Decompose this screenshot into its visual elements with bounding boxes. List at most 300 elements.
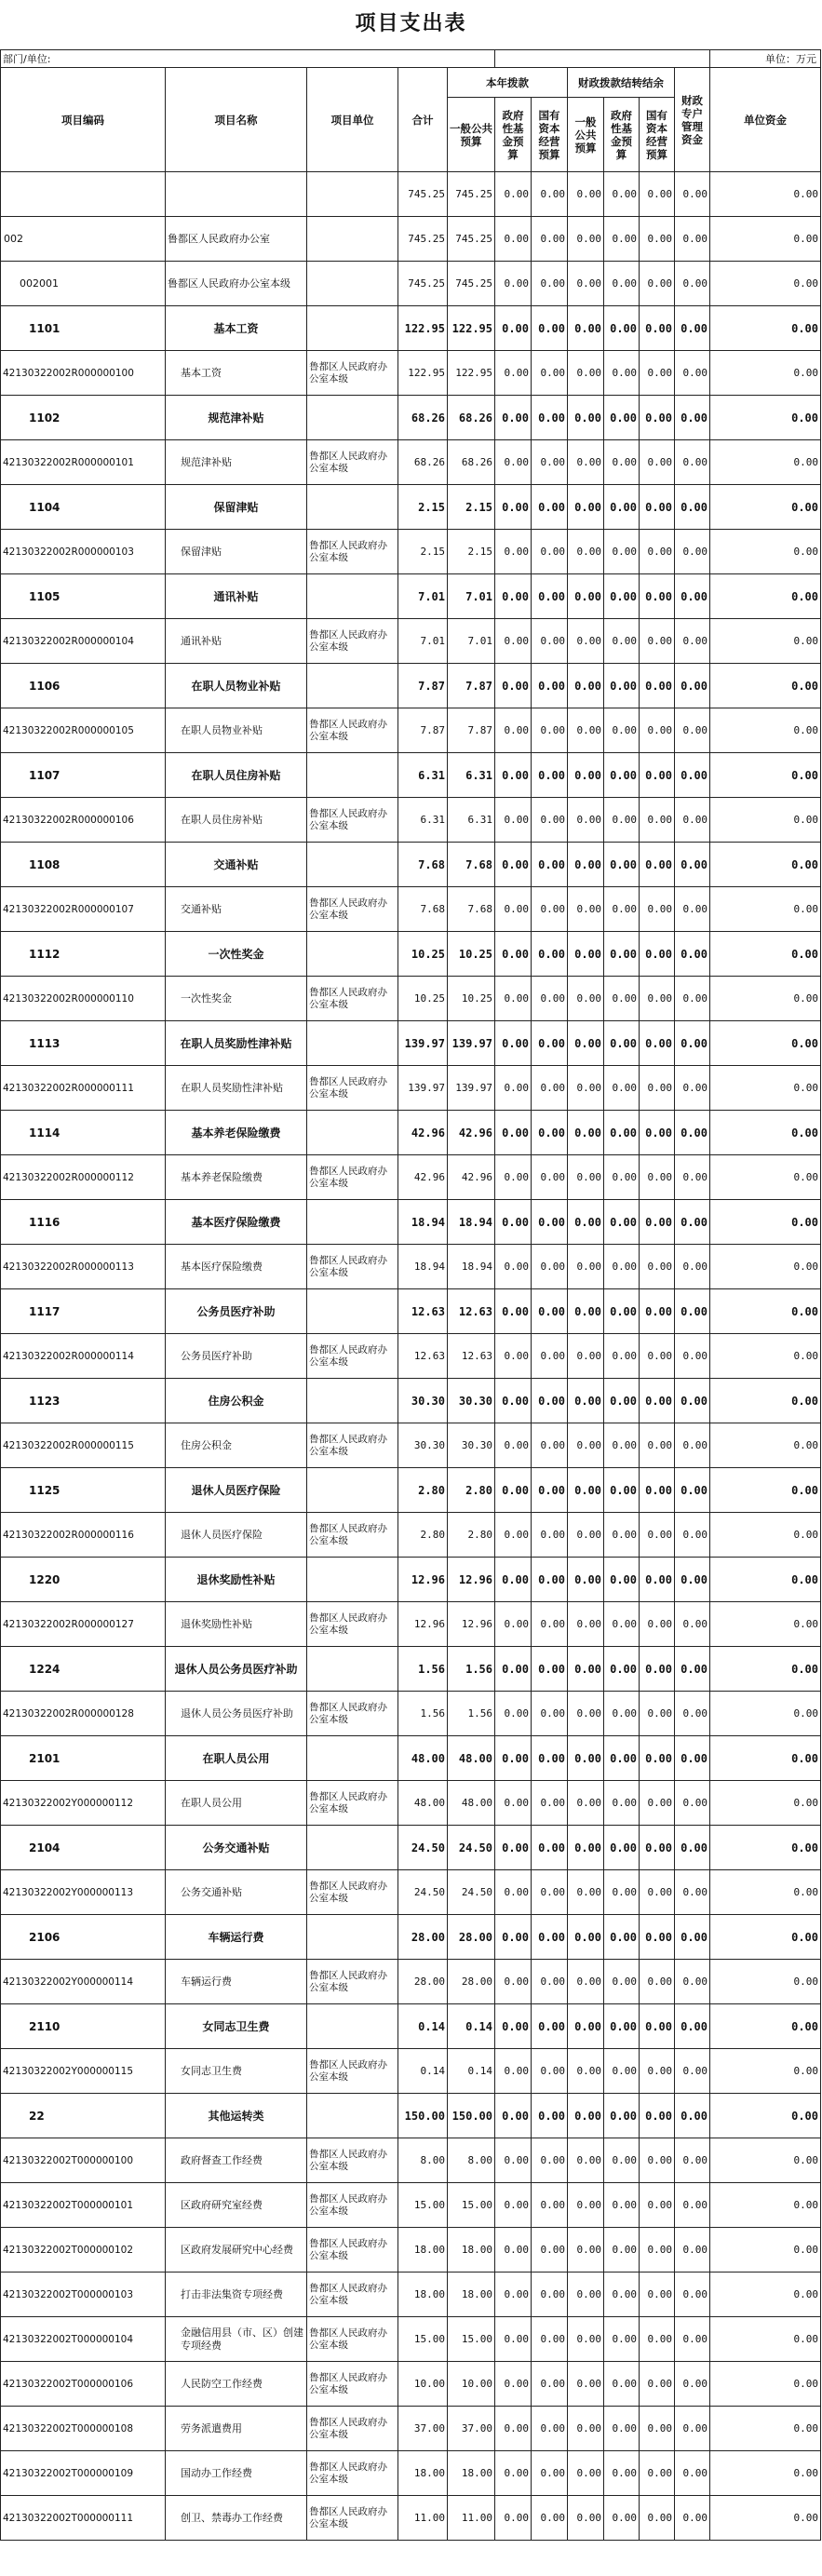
row-name: 基本工资 xyxy=(166,306,307,351)
row-unit xyxy=(307,2004,398,2049)
row-gov-fund: 0.00 xyxy=(495,1692,532,1736)
table-row xyxy=(1,1379,821,1423)
row-name: 公务员医疗补助 xyxy=(166,1334,307,1379)
row-special-fund: 0.00 xyxy=(675,843,710,887)
row-general-budget: 2.15 xyxy=(448,530,495,574)
row-total: 745.25 xyxy=(398,262,448,306)
row-co-state-capital: 0.00 xyxy=(640,1781,675,1826)
row-unit: 鲁都区人民政府办公室本级 xyxy=(307,1423,398,1468)
row-co-general: 0.00 xyxy=(568,2049,604,2094)
row-name: 鲁都区人民政府办公室本级 xyxy=(166,262,307,306)
row-total: 2.80 xyxy=(398,1513,448,1558)
row-unit: 鲁都区人民政府办公室本级 xyxy=(307,1781,398,1826)
row-total: 10.00 xyxy=(398,2362,448,2407)
row-code: 002 xyxy=(1,217,166,262)
table-row xyxy=(1,1066,821,1111)
row-general-budget: 18.00 xyxy=(448,2273,495,2317)
row-co-gov-fund: 0.00 xyxy=(604,530,640,574)
row-gov-fund: 0.00 xyxy=(495,1245,532,1289)
row-co-general: 0.00 xyxy=(568,1513,604,1558)
row-co-general: 0.00 xyxy=(568,1870,604,1915)
row-general-budget: 18.94 xyxy=(448,1245,495,1289)
table-row xyxy=(1,1334,821,1379)
row-gov-fund: 0.00 xyxy=(495,1289,532,1334)
row-special-fund: 0.00 xyxy=(675,1960,710,2004)
row-name: 区政府研究室经费 xyxy=(166,2183,307,2228)
row-co-gov-fund: 0.00 xyxy=(604,2362,640,2407)
row-unit: 鲁都区人民政府办公室本级 xyxy=(307,440,398,485)
row-gov-fund: 0.00 xyxy=(495,2183,532,2228)
row-co-general: 0.00 xyxy=(568,2362,604,2407)
row-co-gov-fund: 0.00 xyxy=(604,2451,640,2496)
row-name: 在职人员公用 xyxy=(166,1736,307,1781)
row-unit-fund: 0.00 xyxy=(710,1155,821,1200)
row-unit-fund: 0.00 xyxy=(710,1960,821,2004)
row-unit: 鲁都区人民政府办公室本级 xyxy=(307,1245,398,1289)
table-row xyxy=(1,1423,821,1468)
row-general-budget: 6.31 xyxy=(448,753,495,798)
row-unit xyxy=(307,932,398,977)
row-special-fund: 0.00 xyxy=(675,1334,710,1379)
row-name: 女同志卫生费 xyxy=(166,2049,307,2094)
row-gov-fund: 0.00 xyxy=(495,1513,532,1558)
header-name: 项目名称 xyxy=(166,68,307,172)
row-special-fund: 0.00 xyxy=(675,1915,710,1960)
row-general-budget: 48.00 xyxy=(448,1736,495,1781)
table-row xyxy=(1,2273,821,2317)
row-unit: 鲁都区人民政府办公室本级 xyxy=(307,1334,398,1379)
row-co-gov-fund: 0.00 xyxy=(604,2273,640,2317)
row-gov-fund: 0.00 xyxy=(495,530,532,574)
row-name: 退休人员公务员医疗补助 xyxy=(166,1647,307,1692)
row-unit-fund: 0.00 xyxy=(710,2407,821,2451)
row-total: 1.56 xyxy=(398,1647,448,1692)
row-co-general: 0.00 xyxy=(568,485,604,530)
row-special-fund: 0.00 xyxy=(675,619,710,664)
row-co-gov-fund: 0.00 xyxy=(604,753,640,798)
row-code: 42130322002T000000106 xyxy=(1,2362,166,2407)
row-total: 28.00 xyxy=(398,1915,448,1960)
row-unit xyxy=(307,574,398,619)
row-name xyxy=(166,172,307,217)
row-co-gov-fund: 0.00 xyxy=(604,798,640,843)
row-general-budget: 30.30 xyxy=(448,1423,495,1468)
row-total: 37.00 xyxy=(398,2407,448,2451)
row-co-state-capital: 0.00 xyxy=(640,2451,675,2496)
row-unit xyxy=(307,843,398,887)
row-gov-fund: 0.00 xyxy=(495,1915,532,1960)
row-state-capital: 0.00 xyxy=(532,2273,568,2317)
row-unit-fund: 0.00 xyxy=(710,172,821,217)
row-co-state-capital: 0.00 xyxy=(640,798,675,843)
row-co-gov-fund: 0.00 xyxy=(604,217,640,262)
row-co-gov-fund: 0.00 xyxy=(604,977,640,1021)
row-co-state-capital: 0.00 xyxy=(640,1960,675,2004)
row-name: 退休人员公务员医疗补助 xyxy=(166,1692,307,1736)
row-name: 人民防空工作经费 xyxy=(166,2362,307,2407)
row-unit-fund: 0.00 xyxy=(710,753,821,798)
row-special-fund: 0.00 xyxy=(675,1602,710,1647)
row-unit xyxy=(307,1379,398,1423)
row-co-general: 0.00 xyxy=(568,1960,604,2004)
row-unit xyxy=(307,485,398,530)
row-code: 1125 xyxy=(1,1468,166,1513)
row-code: 42130322002R000000106 xyxy=(1,798,166,843)
table-row xyxy=(1,1200,821,1245)
row-general-budget: 12.63 xyxy=(448,1334,495,1379)
row-gov-fund: 0.00 xyxy=(495,1066,532,1111)
row-special-fund: 0.00 xyxy=(675,1826,710,1870)
row-name: 国动办工作经费 xyxy=(166,2451,307,2496)
table-row xyxy=(1,1111,821,1155)
table-row xyxy=(1,798,821,843)
row-special-fund: 0.00 xyxy=(675,1289,710,1334)
table-row xyxy=(1,440,821,485)
row-code: 42130322002T000000103 xyxy=(1,2273,166,2317)
row-special-fund: 0.00 xyxy=(675,2004,710,2049)
row-total: 7.87 xyxy=(398,664,448,708)
row-state-capital: 0.00 xyxy=(532,753,568,798)
row-co-general: 0.00 xyxy=(568,1379,604,1423)
row-co-general: 0.00 xyxy=(568,798,604,843)
row-general-budget: 30.30 xyxy=(448,1379,495,1423)
row-co-general: 0.00 xyxy=(568,2183,604,2228)
row-co-general: 0.00 xyxy=(568,530,604,574)
row-co-gov-fund: 0.00 xyxy=(604,306,640,351)
row-general-budget: 10.25 xyxy=(448,977,495,1021)
row-co-gov-fund: 0.00 xyxy=(604,1468,640,1513)
row-co-state-capital: 0.00 xyxy=(640,2138,675,2183)
row-unit: 鲁都区人民政府办公室本级 xyxy=(307,530,398,574)
row-state-capital: 0.00 xyxy=(532,2317,568,2362)
row-unit-fund: 0.00 xyxy=(710,1513,821,1558)
header-gov-fund: 政府性基金预算 xyxy=(495,98,532,172)
row-special-fund: 0.00 xyxy=(675,2094,710,2138)
table-row xyxy=(1,1155,821,1200)
table-row xyxy=(1,1602,821,1647)
row-general-budget: 7.01 xyxy=(448,619,495,664)
row-co-state-capital: 0.00 xyxy=(640,217,675,262)
meta-row xyxy=(1,50,821,68)
row-co-state-capital: 0.00 xyxy=(640,485,675,530)
row-code: 42130322002T000000109 xyxy=(1,2451,166,2496)
row-total: 12.63 xyxy=(398,1289,448,1334)
row-unit-fund: 0.00 xyxy=(710,2138,821,2183)
row-unit-fund: 0.00 xyxy=(710,1647,821,1692)
row-co-gov-fund: 0.00 xyxy=(604,1334,640,1379)
row-unit-fund: 0.00 xyxy=(710,530,821,574)
row-code: 1224 xyxy=(1,1647,166,1692)
table-row xyxy=(1,1781,821,1826)
row-special-fund: 0.00 xyxy=(675,2273,710,2317)
row-co-gov-fund: 0.00 xyxy=(604,1692,640,1736)
row-co-gov-fund: 0.00 xyxy=(604,1826,640,1870)
row-code: 1220 xyxy=(1,1558,166,1602)
row-co-general: 0.00 xyxy=(568,1423,604,1468)
table-row xyxy=(1,574,821,619)
row-unit-fund: 0.00 xyxy=(710,1066,821,1111)
table-body xyxy=(1,172,821,2541)
row-general-budget: 12.96 xyxy=(448,1558,495,1602)
header-current-year: 本年拨款 xyxy=(448,68,568,98)
table-row xyxy=(1,351,821,396)
row-name: 在职人员物业补贴 xyxy=(166,664,307,708)
row-total: 0.14 xyxy=(398,2049,448,2094)
row-co-state-capital: 0.00 xyxy=(640,1334,675,1379)
row-state-capital: 0.00 xyxy=(532,1513,568,1558)
row-co-gov-fund: 0.00 xyxy=(604,708,640,753)
row-unit: 鲁都区人民政府办公室本级 xyxy=(307,1513,398,1558)
row-unit xyxy=(307,1200,398,1245)
row-state-capital: 0.00 xyxy=(532,1468,568,1513)
row-unit-fund: 0.00 xyxy=(710,574,821,619)
row-co-state-capital: 0.00 xyxy=(640,1423,675,1468)
row-co-state-capital: 0.00 xyxy=(640,2317,675,2362)
table-row xyxy=(1,1692,821,1736)
row-co-general: 0.00 xyxy=(568,2273,604,2317)
row-code: 1113 xyxy=(1,1021,166,1066)
row-name: 退休人员医疗保险 xyxy=(166,1513,307,1558)
table-header xyxy=(1,50,821,172)
row-unit-fund: 0.00 xyxy=(710,1111,821,1155)
row-co-state-capital: 0.00 xyxy=(640,1602,675,1647)
row-general-budget: 1.56 xyxy=(448,1647,495,1692)
row-state-capital: 0.00 xyxy=(532,2094,568,2138)
row-co-gov-fund: 0.00 xyxy=(604,1289,640,1334)
row-unit-fund: 0.00 xyxy=(710,396,821,440)
row-co-state-capital: 0.00 xyxy=(640,1870,675,1915)
row-unit-fund: 0.00 xyxy=(710,1200,821,1245)
row-state-capital: 0.00 xyxy=(532,351,568,396)
row-unit-fund: 0.00 xyxy=(710,1736,821,1781)
row-special-fund: 0.00 xyxy=(675,217,710,262)
row-code: 42130322002R000000110 xyxy=(1,977,166,1021)
header-unit: 项目单位 xyxy=(307,68,398,172)
row-name: 基本工资 xyxy=(166,351,307,396)
row-gov-fund: 0.00 xyxy=(495,217,532,262)
row-gov-fund: 0.00 xyxy=(495,2362,532,2407)
row-co-gov-fund: 0.00 xyxy=(604,1200,640,1245)
row-gov-fund: 0.00 xyxy=(495,485,532,530)
row-co-state-capital: 0.00 xyxy=(640,1692,675,1736)
table-row xyxy=(1,2094,821,2138)
row-special-fund: 0.00 xyxy=(675,887,710,932)
row-unit: 鲁都区人民政府办公室本级 xyxy=(307,708,398,753)
row-code: 42130322002T000000104 xyxy=(1,2317,166,2362)
row-state-capital: 0.00 xyxy=(532,887,568,932)
row-total: 15.00 xyxy=(398,2317,448,2362)
row-co-state-capital: 0.00 xyxy=(640,530,675,574)
row-co-state-capital: 0.00 xyxy=(640,2362,675,2407)
row-gov-fund: 0.00 xyxy=(495,172,532,217)
row-code: 1114 xyxy=(1,1111,166,1155)
row-total: 24.50 xyxy=(398,1870,448,1915)
row-state-capital: 0.00 xyxy=(532,708,568,753)
row-state-capital: 0.00 xyxy=(532,1334,568,1379)
row-code: 42130322002R000000113 xyxy=(1,1245,166,1289)
row-name: 退休奖励性补贴 xyxy=(166,1558,307,1602)
row-co-general: 0.00 xyxy=(568,172,604,217)
row-general-budget: 7.87 xyxy=(448,664,495,708)
row-state-capital: 0.00 xyxy=(532,619,568,664)
row-co-general: 0.00 xyxy=(568,1021,604,1066)
row-general-budget: 18.00 xyxy=(448,2451,495,2496)
row-gov-fund: 0.00 xyxy=(495,1602,532,1647)
row-name: 女同志卫生费 xyxy=(166,2004,307,2049)
row-code: 42130322002R000000128 xyxy=(1,1692,166,1736)
row-state-capital: 0.00 xyxy=(532,1021,568,1066)
row-special-fund: 0.00 xyxy=(675,932,710,977)
row-unit-fund: 0.00 xyxy=(710,1468,821,1513)
row-name: 劳务派遣费用 xyxy=(166,2407,307,2451)
row-co-general: 0.00 xyxy=(568,1111,604,1155)
row-total: 745.25 xyxy=(398,217,448,262)
row-code: 2106 xyxy=(1,1915,166,1960)
row-special-fund: 0.00 xyxy=(675,1066,710,1111)
row-code: 42130322002R000000111 xyxy=(1,1066,166,1111)
row-gov-fund: 0.00 xyxy=(495,306,532,351)
row-code: 42130322002R000000107 xyxy=(1,887,166,932)
row-total: 30.30 xyxy=(398,1423,448,1468)
row-code: 1102 xyxy=(1,396,166,440)
row-co-gov-fund: 0.00 xyxy=(604,440,640,485)
unit-label: 单位：万元 xyxy=(710,50,821,68)
row-co-gov-fund: 0.00 xyxy=(604,2496,640,2541)
row-total: 7.68 xyxy=(398,887,448,932)
row-state-capital: 0.00 xyxy=(532,1289,568,1334)
row-co-general: 0.00 xyxy=(568,1289,604,1334)
row-general-budget: 68.26 xyxy=(448,396,495,440)
row-co-gov-fund: 0.00 xyxy=(604,1021,640,1066)
row-special-fund: 0.00 xyxy=(675,1021,710,1066)
row-name: 政府督查工作经费 xyxy=(166,2138,307,2183)
row-co-state-capital: 0.00 xyxy=(640,1826,675,1870)
row-co-general: 0.00 xyxy=(568,619,604,664)
table-row xyxy=(1,217,821,262)
row-total: 48.00 xyxy=(398,1781,448,1826)
row-co-gov-fund: 0.00 xyxy=(604,2317,640,2362)
row-unit-fund: 0.00 xyxy=(710,217,821,262)
row-unit-fund: 0.00 xyxy=(710,664,821,708)
row-unit-fund: 0.00 xyxy=(710,485,821,530)
row-gov-fund: 0.00 xyxy=(495,664,532,708)
row-name: 交通补贴 xyxy=(166,887,307,932)
row-gov-fund: 0.00 xyxy=(495,887,532,932)
row-co-state-capital: 0.00 xyxy=(640,574,675,619)
row-code: 42130322002R000000116 xyxy=(1,1513,166,1558)
row-name: 车辆运行费 xyxy=(166,1960,307,2004)
row-state-capital: 0.00 xyxy=(532,664,568,708)
row-unit: 鲁都区人民政府办公室本级 xyxy=(307,351,398,396)
row-unit-fund: 0.00 xyxy=(710,1602,821,1647)
row-general-budget: 8.00 xyxy=(448,2138,495,2183)
row-total: 2.15 xyxy=(398,530,448,574)
row-code: 42130322002T000000100 xyxy=(1,2138,166,2183)
row-unit-fund: 0.00 xyxy=(710,708,821,753)
row-state-capital: 0.00 xyxy=(532,574,568,619)
row-code: 42130322002R000000115 xyxy=(1,1423,166,1468)
header-general-budget: 一般公共预算 xyxy=(448,98,495,172)
row-co-gov-fund: 0.00 xyxy=(604,2183,640,2228)
row-gov-fund: 0.00 xyxy=(495,396,532,440)
row-unit-fund: 0.00 xyxy=(710,1245,821,1289)
row-state-capital: 0.00 xyxy=(532,1602,568,1647)
row-general-budget: 1.56 xyxy=(448,1692,495,1736)
row-co-gov-fund: 0.00 xyxy=(604,932,640,977)
row-co-gov-fund: 0.00 xyxy=(604,1245,640,1289)
row-name: 通讯补贴 xyxy=(166,619,307,664)
row-unit-fund: 0.00 xyxy=(710,2362,821,2407)
row-total: 68.26 xyxy=(398,396,448,440)
row-total: 6.31 xyxy=(398,798,448,843)
row-unit: 鲁都区人民政府办公室本级 xyxy=(307,1066,398,1111)
row-gov-fund: 0.00 xyxy=(495,440,532,485)
row-co-general: 0.00 xyxy=(568,1781,604,1826)
row-unit: 鲁都区人民政府办公室本级 xyxy=(307,977,398,1021)
row-general-budget: 12.96 xyxy=(448,1602,495,1647)
row-unit-fund: 0.00 xyxy=(710,887,821,932)
row-co-general: 0.00 xyxy=(568,1468,604,1513)
table-row xyxy=(1,2362,821,2407)
row-total: 7.01 xyxy=(398,574,448,619)
row-unit: 鲁都区人民政府办公室本级 xyxy=(307,2138,398,2183)
row-general-budget: 2.80 xyxy=(448,1468,495,1513)
row-unit xyxy=(307,753,398,798)
row-total: 2.80 xyxy=(398,1468,448,1513)
row-co-gov-fund: 0.00 xyxy=(604,1379,640,1423)
row-code: 42130322002Y000000113 xyxy=(1,1870,166,1915)
table-row xyxy=(1,1245,821,1289)
row-co-gov-fund: 0.00 xyxy=(604,1558,640,1602)
row-state-capital: 0.00 xyxy=(532,2362,568,2407)
row-unit: 鲁都区人民政府办公室本级 xyxy=(307,2496,398,2541)
table-row xyxy=(1,1021,821,1066)
row-total: 12.96 xyxy=(398,1602,448,1647)
row-name: 基本养老保险缴费 xyxy=(166,1155,307,1200)
row-gov-fund: 0.00 xyxy=(495,2138,532,2183)
row-co-general: 0.00 xyxy=(568,1915,604,1960)
row-name: 在职人员奖励性津补贴 xyxy=(166,1066,307,1111)
row-code: 42130322002R000000127 xyxy=(1,1602,166,1647)
row-special-fund: 0.00 xyxy=(675,753,710,798)
row-general-budget: 7.68 xyxy=(448,887,495,932)
row-special-fund: 0.00 xyxy=(675,1647,710,1692)
row-special-fund: 0.00 xyxy=(675,396,710,440)
row-co-state-capital: 0.00 xyxy=(640,753,675,798)
row-total: 18.00 xyxy=(398,2273,448,2317)
row-co-state-capital: 0.00 xyxy=(640,1513,675,1558)
row-name: 保留津贴 xyxy=(166,485,307,530)
table-row xyxy=(1,1870,821,1915)
row-co-gov-fund: 0.00 xyxy=(604,2094,640,2138)
row-name: 在职人员公用 xyxy=(166,1781,307,1826)
row-code: 42130322002T000000101 xyxy=(1,2183,166,2228)
row-name: 区政府发展研究中心经费 xyxy=(166,2228,307,2273)
row-state-capital: 0.00 xyxy=(532,2407,568,2451)
row-gov-fund: 0.00 xyxy=(495,843,532,887)
row-total: 7.87 xyxy=(398,708,448,753)
row-code: 1108 xyxy=(1,843,166,887)
row-name: 在职人员物业补贴 xyxy=(166,708,307,753)
header-state-capital: 国有资本经营预算 xyxy=(532,98,568,172)
row-co-general: 0.00 xyxy=(568,1692,604,1736)
row-co-gov-fund: 0.00 xyxy=(604,574,640,619)
row-special-fund: 0.00 xyxy=(675,485,710,530)
row-name: 基本医疗保险缴费 xyxy=(166,1245,307,1289)
row-co-gov-fund: 0.00 xyxy=(604,1602,640,1647)
table-row xyxy=(1,2228,821,2273)
row-co-general: 0.00 xyxy=(568,2317,604,2362)
